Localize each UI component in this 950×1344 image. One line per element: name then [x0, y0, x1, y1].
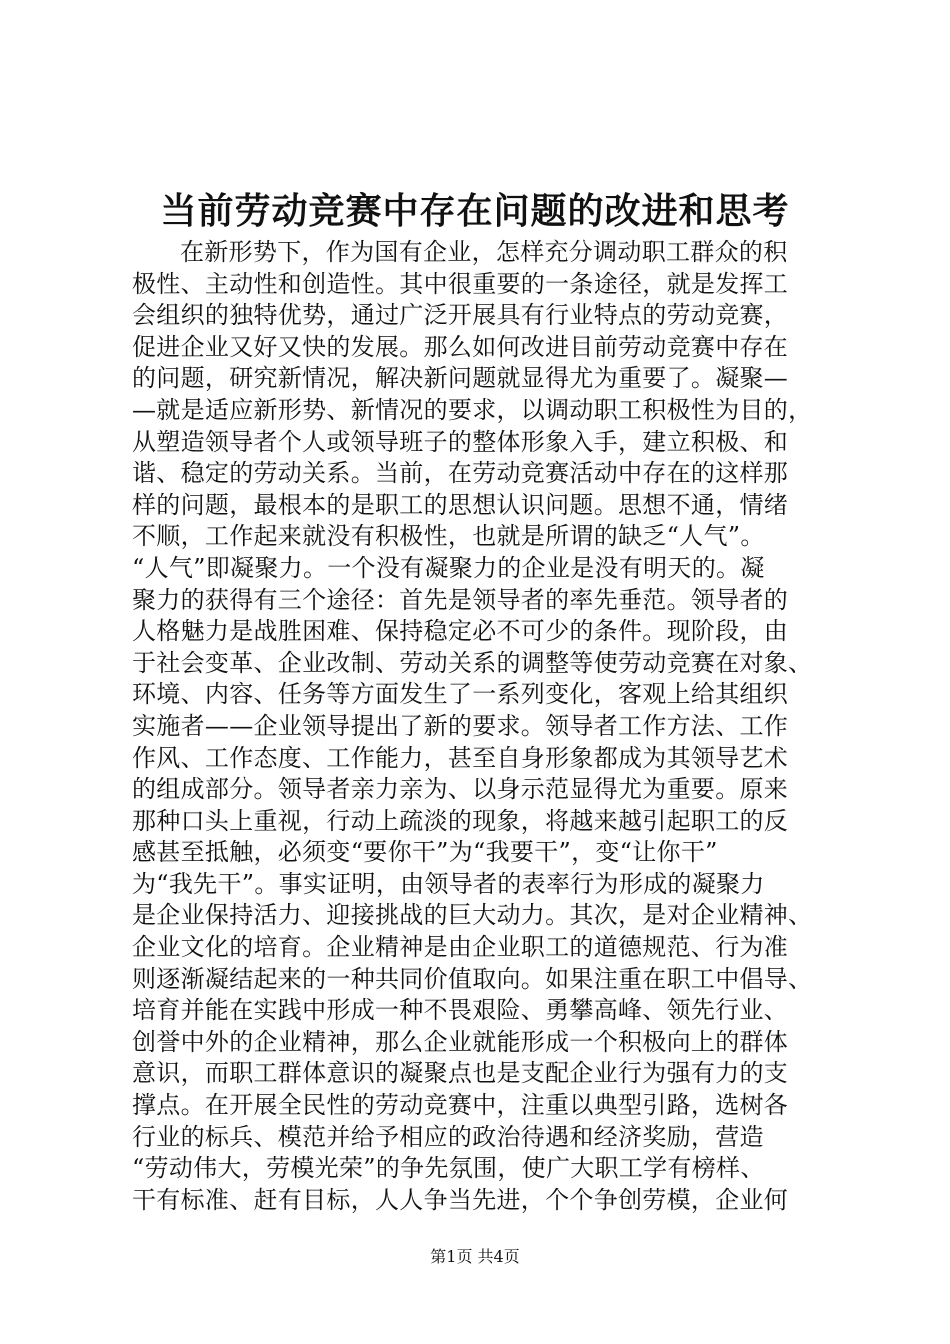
text-line: 创誉中外的企业精神，那么企业就能形成一个积极向上的群体 [132, 1027, 789, 1056]
text-line: 会组织的独特优势，通过广泛开展具有行业特点的劳动竞赛， [132, 301, 789, 330]
document-body [132, 237, 832, 1216]
text-line: 的组成部分。领导者亲力亲为、以身示范显得尤为重要。原来 [132, 775, 789, 804]
text-line: “人气”即凝聚力。一个没有凝聚力的企业是没有明天的。凝 [132, 553, 765, 582]
text-line: 人格魅力是战胜困难、保持稳定必不可少的条件。现阶段，由 [132, 617, 789, 646]
text-line: 行业的标兵、模范并给予相应的政治待遇和经济奖励，营造 [132, 1122, 764, 1151]
text-line: 是企业保持活力、迎接挑战的巨大动力。其次，是对企业精神、 [132, 901, 813, 930]
text-line: 在新形势下，作为国有企业，怎样充分调动职工群众的积 [180, 238, 788, 266]
page-number: 第1页 共4页 [430, 1247, 520, 1266]
text-line: 作风、工作态度、工作能力，甚至自身形象都成为其领导艺术 [132, 743, 789, 772]
text-line: 谐、稳定的劳动关系。当前，在劳动竞赛活动中存在的这样那 [132, 459, 789, 488]
text-line: 则逐渐凝结起来的一种共同价值取向。如果注重在职工中倡导、 [132, 964, 813, 993]
text-line: 不顺，工作起来就没有积极性，也就是所谓的缺乏“人气”。 [132, 522, 765, 551]
text-line: 促进企业又好又快的发展。那么如何改进目前劳动竞赛中存在 [132, 332, 789, 361]
text-line: 企业文化的培育。企业精神是由企业职工的道德规范、行为准 [132, 933, 789, 962]
text-line: 为“我先干”。事实证明，由领导者的表率行为形成的凝聚力 [132, 869, 765, 898]
text-line: —就是适应新形势、新情况的要求，以调动职工积极性为目的， [132, 395, 813, 424]
text-line: 培育并能在实践中形成一种不畏艰险、勇攀高峰、领先行业、 [132, 996, 789, 1025]
text-line: 的问题，研究新情况，解决新问题就显得尤为重要了。凝聚— [132, 364, 789, 393]
text-line: 极性、主动性和创造性。其中很重要的一条途径，就是发挥工 [132, 269, 789, 298]
text-line: 实施者——企业领导提出了新的要求。领导者工作方法、工作 [132, 711, 789, 740]
text-line: 聚力的获得有三个途径：首先是领导者的率先垂范。领导者的 [132, 585, 789, 614]
text-line: 从塑造领导者个人或领导班子的整体形象入手，建立积极、和 [132, 427, 789, 456]
text-line: 样的问题，最根本的是职工的思想认识问题。思想不通，情绪 [132, 490, 789, 519]
text-line: “劳动伟大，劳模光荣”的争先氛围，使广大职工学有榜样、 [132, 1154, 765, 1183]
text-line: 那种口头上重视，行动上疏淡的现象，将越来越引起职工的反 [132, 806, 789, 835]
text-line: 环境、内容、任务等方面发生了一系列变化，客观上给其组织 [132, 680, 789, 709]
page-title: 当前劳动竞赛中存在问题的改进和思考 [160, 190, 790, 232]
text-line: 于社会变革、企业改制、劳动关系的调整等使劳动竞赛在对象、 [132, 648, 813, 677]
text-line: 意识，而职工群体意识的凝聚点也是支配企业行为强有力的支 [132, 1059, 789, 1088]
text-line: 撑点。在开展全民性的劳动竞赛中，注重以典型引路，选树各 [132, 1091, 789, 1120]
text-line: 干有标准、赶有目标，人人争当先进，个个争创劳模，企业何 [132, 1185, 789, 1214]
text-line: 感甚至抵触，必须变“要你干”为“我要干”，变“让你干” [132, 838, 718, 867]
